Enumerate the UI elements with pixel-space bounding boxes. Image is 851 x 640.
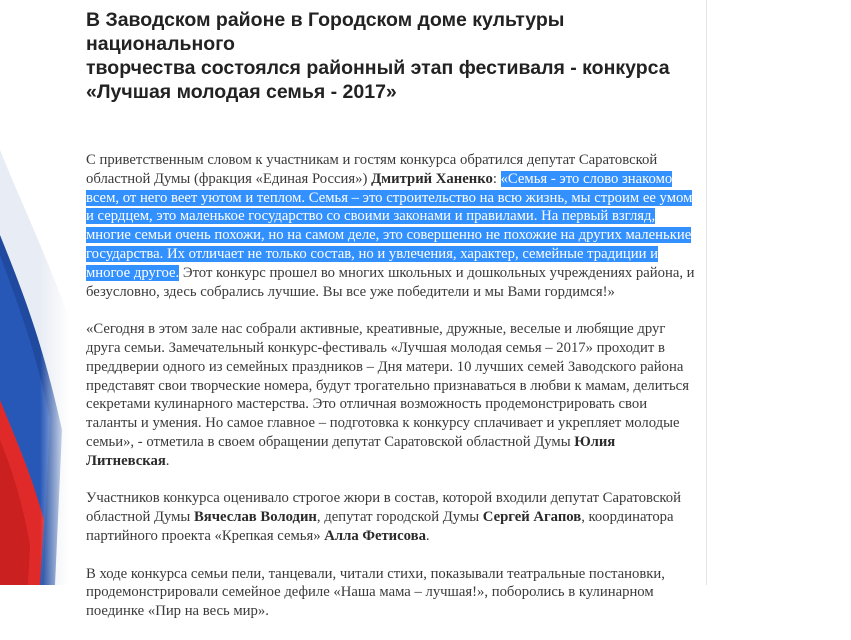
paragraph-text: Участников конкурса оценивало строгое жюри в состав, которой входили депутат Саратовской областной Думы [86, 490, 682, 526]
person-name: Алла Фетисова [324, 527, 426, 544]
paragraph-text: «Сегодня в этом зале нас собрали активные, креативные, дружные, веселые и любящие друг друга семьи. Замечательный конкурс-фестиваль «Лучшая молодая семья – 2017» проходит в преддверии одного из семейных праздников – Дня матери. 10 лучших семей Заводского района представят свои творческие номера, будут трогательно признаваться в любви к мамам, делиться секретами кулинарного мастерства. Это отличная возможность продемонстрировать свои таланты и умения. Но самое главное – подготовка к конкурсу сплачивает и укрепляет молодые семьи», - отметила в своем обращении депутат Саратовской областной Думы [86, 321, 689, 450]
paragraph-text: : [492, 170, 501, 187]
paragraph [86, 320, 696, 470]
title-line: «Лучшая молодая семья - 2017» [86, 81, 397, 103]
paragraph [86, 565, 696, 621]
paragraph [86, 151, 696, 301]
title-line: В Заводском районе в Городском доме культуры национального [86, 9, 565, 55]
paragraph-text: . [165, 452, 170, 469]
selected-text[interactable]: «Семья - это слово знакомо всем, от него веет уютом и теплом. Семья – это строительство на всю жизнь, мы строим ее умом и сердцем, это маленькое государство со своими законами и правилами. На первый взгляд, многие семьи очень похожи, но на самом деле, это совершенно не похожие на других маленькие государства. Их отличает не только состав, но и увлечения, характер, семейные традиции и многое другое. [86, 170, 693, 281]
paragraph-text: В ходе конкурса семьи пели, танцевали, читали стихи, показывали театральные постановки, продемонстрировали семейное дефиле «Наша мама – лучшая!», поборолись в кулинарном поединке «Пир на весь мир». [86, 565, 665, 620]
paragraph-text: . [425, 527, 430, 544]
title-line: творчества состоялся районный этап фестиваля - конкурса [86, 57, 670, 79]
paragraph-text: , координатора партийного проекта «Крепкая семья» [86, 509, 674, 544]
content-border [706, 0, 707, 585]
article-title [86, 8, 696, 104]
paragraph [86, 489, 696, 545]
flag-background-icon [0, 0, 70, 585]
paragraph-text: С приветственным словом к участникам и гостям конкурса обратился депутат Саратовской областной Думы (фракция «Единая Россия») [86, 152, 658, 187]
paragraph-text: , депутат городской Думы [316, 509, 483, 526]
paragraph-text: Этот конкурс прошел во многих школьных и дошкольных учреждениях района, и безусловно, здесь собрались лучшие. Вы все уже победители и мы Вами гордимся!» [86, 264, 695, 300]
article [86, 8, 696, 640]
person-name: Юлия Литневская [86, 433, 616, 469]
person-name: Сергей Агапов [482, 509, 582, 526]
person-name: Вячеслав Володин [193, 509, 317, 526]
speaker-name: Дмитрий Ханенко [371, 170, 493, 187]
article-body [86, 151, 696, 621]
